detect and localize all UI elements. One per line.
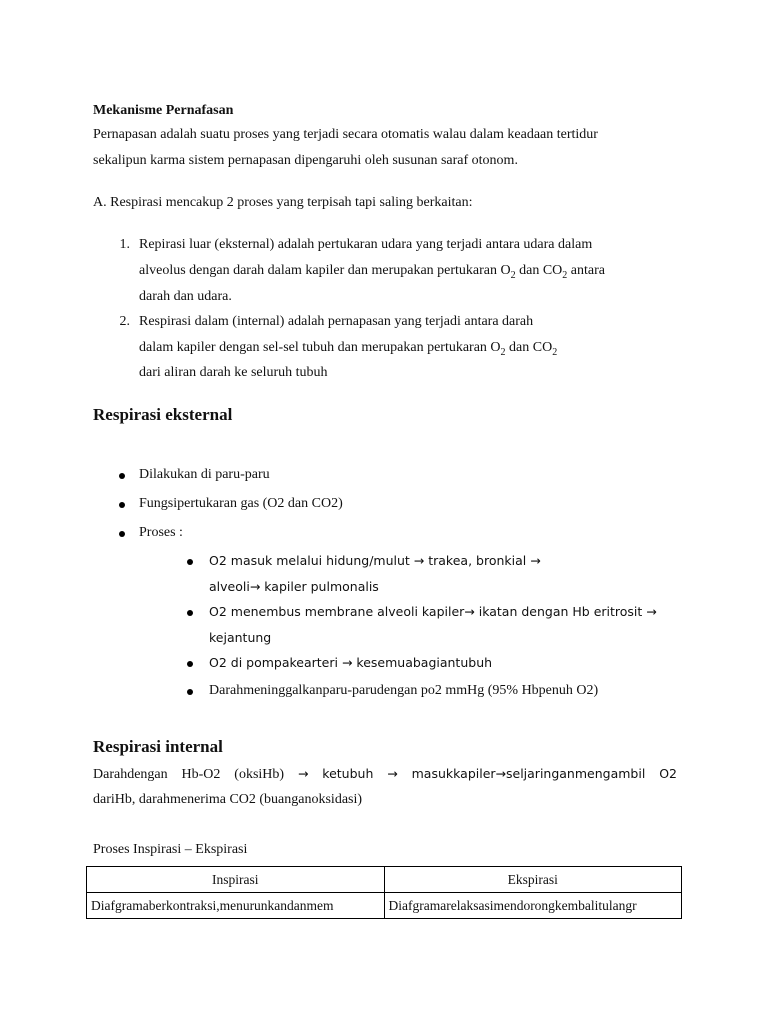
bullet-icon (187, 661, 193, 667)
list-item-2-line-2b: dan CO (505, 340, 553, 355)
list-item-2-line-2 (139, 340, 557, 358)
arrow-icon: → (297, 766, 309, 781)
internal-word: Hb-O2 (181, 767, 221, 782)
list-item-2-line-2a: dalam kapiler dengan sel-sel tubuh dan merupakan pertukaran O (139, 340, 501, 355)
intro-line-1: Pernapasan adalah suatu proses yang terjadi secara otomatis walau dalam keadaan tertidur (93, 127, 598, 142)
table-cell-ekspirasi: Diafgramarelaksasimendorongkembalitulangr (384, 893, 682, 919)
proses-sub-1-line-1: O2 masuk melalui hidung/mulut → trakea, bronkial → (209, 553, 541, 568)
arrow-icon: → (387, 766, 398, 781)
section-a-text: A. Respirasi mencakup 2 proses yang terpisah tapi saling berkaitan: (93, 195, 473, 210)
subscript-2: 2 (500, 346, 506, 358)
list-item-1-line-2 (139, 263, 605, 281)
eksternal-bullet-1: Dilakukan di paru-paru (139, 467, 270, 482)
internal-word: (oksiHb) (234, 767, 285, 782)
table-row (87, 893, 682, 919)
list-item-2-line-3: dari aliran darah ke seluruh tubuh (139, 365, 328, 380)
list-item-1-line-1: Repirasi luar (eksternal) adalah pertukaran udara yang terjadi antara udara dalam (139, 237, 593, 252)
bullet-icon (119, 531, 125, 537)
internal-word: ketubuh (322, 766, 374, 781)
proses-sub-4-line-1: Darahmeninggalkanparu-parudengan po2 mmHg (95% Hbpenuh O2) (209, 683, 599, 698)
list-item-1-line-2a: alveolus dengan darah dalam kapiler dan merupakan pertukaran O (139, 263, 511, 278)
internal-word: masukkapiler→seljaringanmengambil (411, 766, 646, 781)
internal-line-1 (93, 766, 677, 783)
table-header-row (87, 867, 682, 893)
list-number-2: 2. (119, 314, 130, 329)
subscript-2: 2 (552, 346, 558, 358)
internal-line-2: dariHb, darahmenerima CO2 (buanganoksidasi) (93, 792, 363, 807)
list-item-1-line-2c: antara (567, 263, 605, 278)
subscript-2: 2 (562, 269, 568, 281)
eksternal-bullet-2: Fungsipertukaran gas (O2 dan CO2) (139, 496, 343, 511)
bullet-icon (187, 610, 193, 616)
proses-sub-2-line-1: O2 menembus membrane alveoli kapiler→ ikatan dengan Hb eritrosit → (209, 604, 657, 619)
page-title: Mekanisme Pernafasan (93, 103, 234, 118)
heading-respirasi-eksternal: Respirasi eksternal (93, 405, 233, 424)
intro-line-2: sekalipun karma sistem pernapasan dipengaruhi oleh susunan saraf otonom. (93, 153, 518, 168)
subscript-2: 2 (510, 269, 516, 281)
eksternal-bullet-3: Proses : (139, 525, 183, 540)
proses-sub-1-line-2: alveoli→ kapiler pulmonalis (209, 579, 379, 594)
list-item-2-line-1: Respirasi dalam (internal) adalah pernapasan yang terjadi antara darah (139, 314, 534, 329)
table-header-inspirasi: Inspirasi (87, 867, 385, 893)
bullet-icon (119, 502, 125, 508)
table-caption: Proses Inspirasi – Ekspirasi (93, 842, 248, 857)
heading-respirasi-internal: Respirasi internal (93, 737, 223, 756)
bullet-icon (187, 559, 193, 565)
list-item-1-line-2b: dan CO (515, 263, 563, 278)
proses-sub-3-line-1: O2 di pompakearteri → kesemuabagiantubuh (209, 655, 493, 670)
list-item-1-line-3: darah dan udara. (139, 289, 232, 304)
inspirasi-ekspirasi-table (86, 866, 682, 919)
bullet-icon (119, 473, 125, 479)
internal-word: Darahdengan (93, 767, 168, 782)
proses-sub-2-line-2: kejantung (209, 630, 272, 645)
table-cell-inspirasi: Diafgramaberkontraksi,menurunkandanmem (87, 893, 385, 919)
internal-word: O2 (659, 766, 677, 781)
bullet-icon (187, 689, 193, 695)
table-header-ekspirasi: Ekspirasi (384, 867, 682, 893)
list-number-1: 1. (119, 237, 130, 252)
